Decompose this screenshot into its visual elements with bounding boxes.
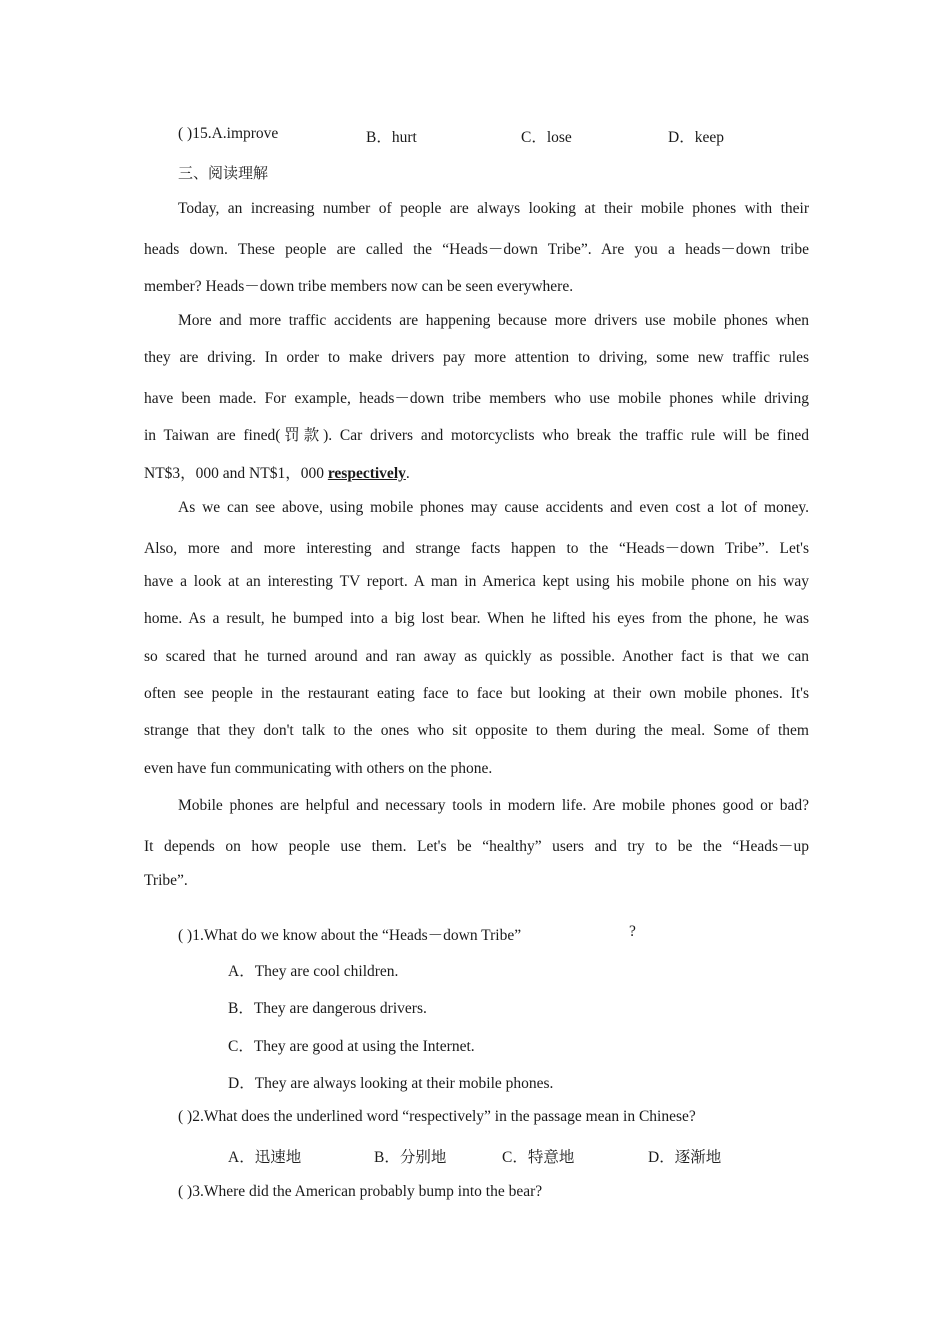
passage-p2-line-4: in Taiwan are fined(罚款). Car drivers and motorcyclists who break the traffic rule will be fined — [144, 427, 809, 444]
q15-stem: ( )15.A.improve — [178, 125, 279, 142]
section-heading: 三、阅读理解 — [178, 164, 269, 182]
passage-p1-line-1: Today, an increasing number of people are always looking at their mobile phones with their — [178, 200, 809, 217]
passage-p3-line-2: Also, more and more interesting and strange facts happen to the “Heads－down Tribe”. Let's — [144, 540, 809, 557]
passage-p2-last-suffix: . — [405, 465, 410, 482]
question-2-option-d — [648, 1145, 721, 1167]
question-3-stem: ( )3.Where did the American probably bump into the bear? — [178, 1183, 543, 1200]
question-1-option-c: C．They are good at using the Internet. — [228, 1038, 475, 1055]
q15-option-c: C．lose — [521, 129, 572, 146]
passage-p2-line-1: More and more traffic accidents are happening because more drivers use mobile phones when — [178, 312, 809, 329]
question-2-option-a — [228, 1145, 301, 1167]
q15-option-d: D．keep — [668, 129, 724, 146]
passage-p2-line-3: have been made. For example, heads－down tribe members who use mobile phones while driving — [144, 390, 809, 407]
passage-p3-line-8: even have fun communicating with others on the phone. — [144, 760, 493, 777]
question-2-option-a-text: A．迅速地 — [228, 1149, 302, 1166]
passage-p4-line-3: Tribe”. — [144, 872, 188, 889]
question-1-mark: ? — [629, 923, 636, 940]
passage-p3-line-5: so scared that he turned around and ran away as quickly as possible. Another fact is that we can — [144, 648, 809, 665]
question-1-stem: ( )1.What do we know about the “Heads－down Tribe” — [178, 927, 522, 944]
question-2-option-c — [502, 1145, 574, 1167]
underlined-word-respectively: respectively — [327, 465, 406, 482]
passage-p4-line-2: It depends on how people use them. Let's be “healthy” users and try to be the “Heads－up — [144, 838, 809, 855]
passage-p2-line-5 — [144, 461, 809, 483]
question-1-option-a: A．They are cool children. — [228, 963, 399, 980]
question-2-option-b-text: B．分别地 — [374, 1149, 447, 1166]
question-1-option-d: D．They are always looking at their mobile phones. — [228, 1075, 554, 1092]
question-1-option-b: B．They are dangerous drivers. — [228, 1000, 427, 1017]
passage-p3-line-6: often see people in the restaurant eating face to face but looking at their own mobile phones. It's — [144, 685, 809, 702]
passage-p1-line-2: heads down. These people are called the “Heads－down Tribe”. Are you a heads－down tribe — [144, 241, 809, 258]
question-2-option-c-text: C．特意地 — [502, 1149, 575, 1166]
passage-p3-line-1: As we can see above, using mobile phones may cause accidents and even cost a lot of money. — [178, 499, 809, 516]
passage-p3-line-3: have a look at an interesting TV report. A man in America kept using his mobile phone on his way — [144, 573, 809, 590]
q15-option-b: B．hurt — [366, 129, 417, 146]
passage-p3-line-4: home. As a result, he bumped into a big lost bear. When he lifted his eyes from the phone, he was — [144, 610, 809, 627]
passage-p3-line-7: strange that they don't talk to the ones who sit opposite to them during the meal. Some of them — [144, 722, 809, 739]
question-2-stem: ( )2.What does the underlined word “respectively” in the passage mean in Chinese? — [178, 1108, 696, 1125]
question-2-option-b — [374, 1145, 446, 1167]
passage-p2-last-prefix: NT$3，000 and NT$1，000 — [144, 465, 328, 482]
passage-p2-line-2: they are driving. In order to make drivers pay more attention to driving, some new traffic rules — [144, 349, 809, 366]
passage-p1-line-3: member? Heads－down tribe members now can be seen everywhere. — [144, 278, 574, 295]
question-2-option-d-text: D．逐渐地 — [648, 1149, 722, 1166]
passage-p4-line-1: Mobile phones are helpful and necessary tools in modern life. Are mobile phones good or bad? — [178, 797, 809, 814]
